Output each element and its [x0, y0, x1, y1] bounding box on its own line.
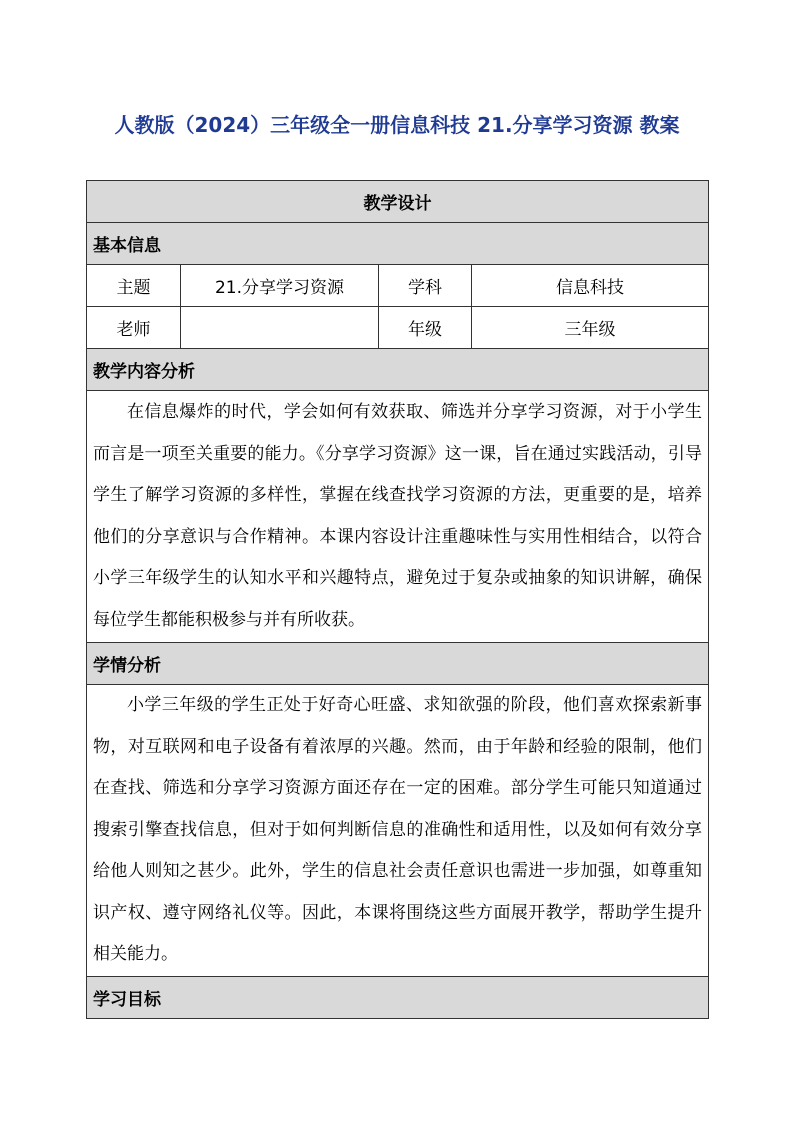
table-header: 教学设计 [87, 181, 709, 223]
grade-label: 年级 [379, 307, 472, 349]
table-row [87, 265, 709, 307]
learner-analysis-text: 小学三年级的学生正处于好奇心旺盛、求知欲强的阶段，他们喜欢探索新事物，对互联网和电子设备有着浓厚的兴趣。然而，由于年龄和经验的限制，他们在查找、筛选和分享学习资源方面还存在一定的困难。部分学生可能只知道通过搜索引擎查找信息，但对于如何判断信息的准确性和适用性，以及如何有效分享给他人则知之甚少。此外，学生的信息社会责任意识也需进一步加强，如尊重知识产权、遵守网络礼仪等。因此，本课将围绕这些方面展开教学，帮助学生提升相关能力。 [87, 685, 709, 977]
objectives-heading: 学习目标 [87, 976, 709, 1018]
basic-info-heading: 基本信息 [87, 223, 709, 265]
teacher-value [181, 307, 379, 349]
learner-analysis-heading: 学情分析 [87, 643, 709, 685]
lesson-plan-table [86, 180, 709, 1019]
subject-value: 信息科技 [472, 265, 709, 307]
table-row [87, 307, 709, 349]
teacher-label: 老师 [87, 307, 181, 349]
content-analysis-text: 在信息爆炸的时代，学会如何有效获取、筛选并分享学习资源，对于小学生而言是一项至关重要的能力。《分享学习资源》这一课，旨在通过实践活动，引导学生了解学习资源的多样性，掌握在线查找学习资源的方法，更重要的是，培养他们的分享意识与合作精神。本课内容设计注重趣味性与实用性相结合，以符合小学三年级学生的认知水平和兴趣特点，避免过于复杂或抽象的知识讲解，确保每位学生都能积极参与并有所收获。 [87, 391, 709, 643]
paragraph-row [87, 685, 709, 977]
grade-value: 三年级 [472, 307, 709, 349]
section-heading-row [87, 223, 709, 265]
section-heading-row [87, 643, 709, 685]
section-heading-row [87, 976, 709, 1018]
topic-value: 21.分享学习资源 [181, 265, 379, 307]
subject-label: 学科 [379, 265, 472, 307]
topic-label: 主题 [87, 265, 181, 307]
document-title: 人教版（2024）三年级全一册信息科技 21.分享学习资源 教案 [114, 113, 680, 137]
content-analysis-heading: 教学内容分析 [87, 349, 709, 391]
paragraph-row [87, 391, 709, 643]
section-heading-row [87, 349, 709, 391]
table-header-row [87, 181, 709, 223]
